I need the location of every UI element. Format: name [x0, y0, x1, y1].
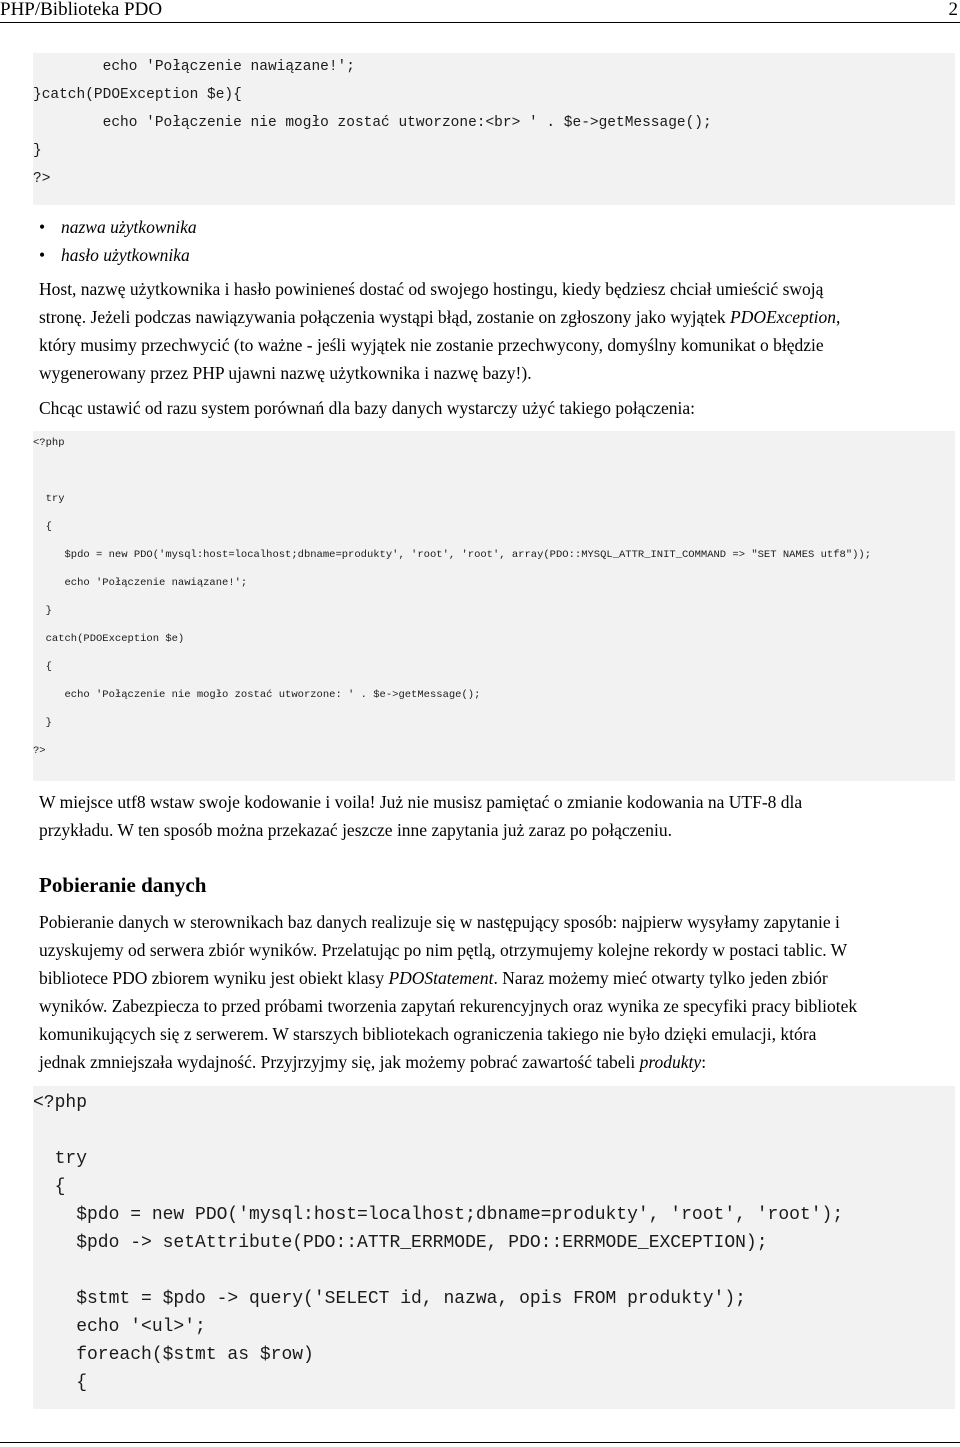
code-line: }: [33, 143, 42, 159]
code-line: ?>: [33, 745, 46, 757]
code-line: foreach($stmt as $row): [33, 1345, 314, 1365]
bullet-icon: •: [39, 245, 46, 265]
code-line: {: [33, 521, 52, 533]
code-line: echo 'Połączenie nawiązane!';: [33, 59, 355, 75]
footer-divider: [0, 1442, 960, 1443]
page-header: [0, 0, 960, 23]
code-line: echo '<ul>';: [33, 1317, 206, 1337]
code-block-1: [33, 53, 955, 205]
list-item-label: hasło użytkownika: [61, 245, 190, 265]
text-line: wygenerowany przez PHP ujawni nazwę użytkownika i nazwę bazy!).: [39, 363, 532, 383]
text-line: Chcąc ustawić od razu system porównań dla bazy danych wystarczy użyć takiego połączenia:: [39, 398, 695, 418]
code-line: try: [33, 493, 65, 505]
list-item-label: nazwa użytkownika: [61, 217, 197, 237]
text-line: komunikujących się z serwerem. W starszych bibliotekach ograniczenia takiego nie było dzięki emulacji, która: [39, 1024, 817, 1044]
text-line: Pobieranie danych w sterownikach baz danych realizuje się w następujący sposób: najpierw wysyłamy zapytanie i: [39, 912, 840, 932]
text-line: jednak zmniejszała wydajność. Przyjrzyjmy się, jak możemy pobrać zawartość tabeli produkty:: [39, 1052, 707, 1072]
code-line: try: [33, 1149, 88, 1169]
code-line: }: [33, 717, 52, 729]
code-line: ?>: [33, 171, 51, 187]
text-line: W miejsce utf8 wstaw swoje kodowanie i voila! Już nie musisz pamiętać o zmianie kodowania na UTF-8 dla: [39, 792, 803, 812]
code-line: {: [33, 661, 52, 673]
code-line: <?php: [33, 437, 65, 449]
code-line: {: [33, 1177, 66, 1197]
code-block-2: [33, 431, 955, 781]
text-line: bibliotece PDO zbiorem wyniku jest obiekt klasy PDOStatement. Naraz możemy mieć otwarty tylko jeden zbiór: [39, 968, 828, 988]
code-line: echo 'Połączenie nawiązane!';: [33, 577, 248, 589]
text-line: wyników. Zabezpiecza to przed próbami tworzenia zapytań rekurencyjnych oraz wynika ze specyfiki pracy bibliotek: [39, 996, 858, 1016]
code-line: }catch(PDOException $e){: [33, 87, 242, 103]
code-block-3: [33, 1086, 955, 1409]
code-line: catch(PDOException $e): [33, 633, 185, 645]
code-line: }: [33, 605, 52, 617]
document-title: PHP/Biblioteka PDO: [0, 0, 163, 20]
code-line: echo 'Połączenie nie mogło zostać utworzone: ' . $e->getMessage();: [33, 689, 481, 701]
bullet-icon: •: [39, 217, 46, 237]
page-number: 2: [948, 0, 958, 20]
code-line: {: [33, 1373, 88, 1393]
code-line: $pdo = new PDO('mysql:host=localhost;dbname=produkty', 'root', 'root');: [33, 1205, 844, 1225]
code-line: $pdo = new PDO('mysql:host=localhost;dbname=produkty', 'root', 'root', array(PDO::MYSQL_ATTR_INIT_COMMAND => "SET NAMES utf8"));: [33, 549, 872, 561]
text-line: przykładu. W ten sposób można przekazać jeszcze inne zapytania już zaraz po połączeniu.: [39, 820, 672, 840]
text-line: stronę. Jeżeli podczas nawiązywania połączenia wystąpi błąd, zostanie on zgłoszony jako wyjątek PDOException,: [39, 307, 841, 327]
section-heading: Pobieranie danych: [39, 873, 207, 897]
text-line: Host, nazwę użytkownika i hasło powinieneś dostać od swojego hostingu, kiedy będziesz chciał umieścić swoją: [39, 279, 824, 299]
code-line: echo 'Połączenie nie mogło zostać utworzone:<br> ' . $e->getMessage();: [33, 115, 712, 131]
code-line: $stmt = $pdo -> query('SELECT id, nazwa, opis FROM produkty');: [33, 1289, 746, 1309]
code-line: <?php: [33, 1093, 88, 1113]
text-line: który musimy przechwycić (to ważne - jeśli wyjątek nie zostanie przechwycony, domyślny komunikat o błędzie: [39, 335, 824, 355]
text-line: uzyskujemy od serwera zbiór wyników. Przelatując po nim pętlą, otrzymujemy kolejne rekordy w postaci tablic. W: [39, 940, 848, 960]
code-line: $pdo -> setAttribute(PDO::ATTR_ERRMODE, PDO::ERRMODE_EXCEPTION);: [33, 1233, 768, 1253]
